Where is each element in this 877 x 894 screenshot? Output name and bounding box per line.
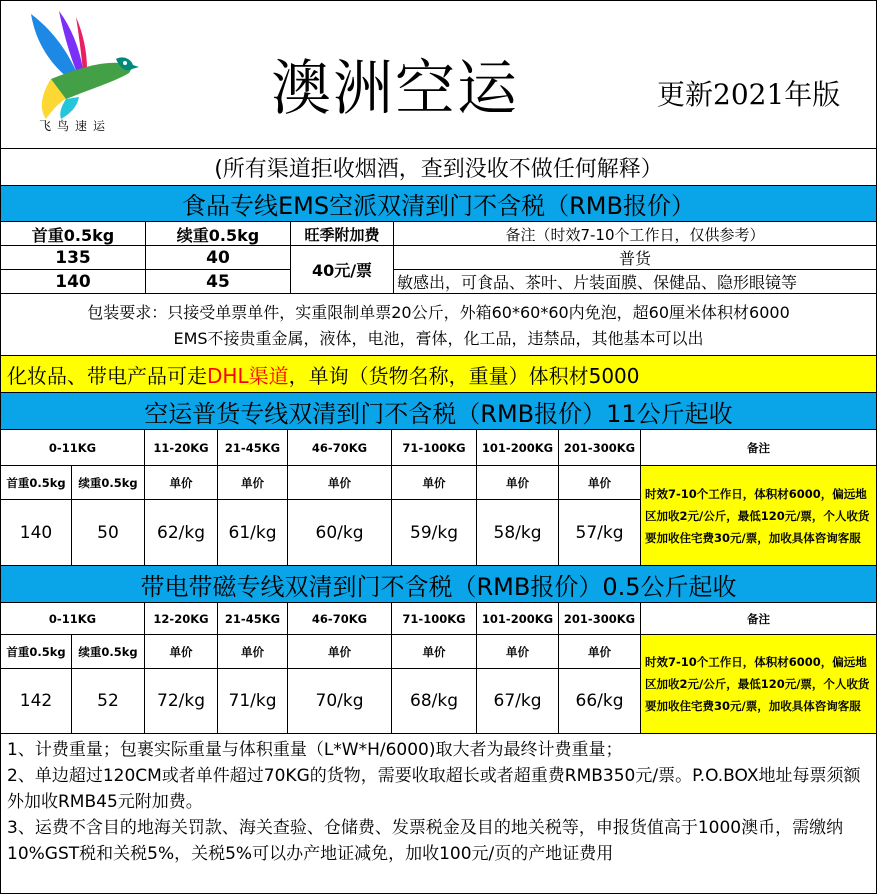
general-sub-0: 首重0.5kg <box>1 466 72 500</box>
ems-price-block <box>1 246 876 294</box>
battery-sub-6: 单价 <box>477 635 559 669</box>
edition-label: 更新2021年版 <box>657 78 841 111</box>
footnote-3: 3、运费不含目的地海关罚款、海关查验、仓储费、发票税金及目的地关税等，申报货值高于1000澳币，需缴纳10%GST税和关税5%，关税5%可以办产地证减免，加收100元/页的产地证费用 <box>7 818 844 864</box>
ems-header-row <box>1 222 876 246</box>
logo-text: 飞鸟速运 <box>39 119 112 133</box>
battery-value-1: 52 <box>72 669 145 734</box>
general-price-table <box>1 430 876 566</box>
battery-sub-1: 续重0.5kg <box>72 635 145 669</box>
general-value-4: 60/kg <box>288 500 392 566</box>
general-range-7: 备注 <box>641 430 876 466</box>
battery-range-1: 12-20KG <box>145 603 218 635</box>
general-sub-4: 单价 <box>288 466 392 500</box>
general-sub-6: 单价 <box>477 466 559 500</box>
general-range-3: 46-70KG <box>288 430 392 466</box>
general-value-5: 59/kg <box>392 500 477 566</box>
ems-first-weight-1: 135 <box>1 246 146 270</box>
general-sub-7: 单价 <box>559 466 641 500</box>
ems-first-weight-2: 140 <box>1 270 146 293</box>
packing-rule-2: EMS不接贵重金属，液体，电池，膏体，化工品，违禁品，其他基本可以出 <box>173 329 704 348</box>
dhl-note-prefix: 化妆品、带电产品可走 <box>7 363 207 388</box>
footnote-2: 2、单边超过120CM或者单件超过70KG的货物，需要收取超长或者超重费RMB350元/票。P.O.BOX地址每票须额外加收RMB45元附加费。 <box>7 766 861 812</box>
battery-sub-0: 首重0.5kg <box>1 635 72 669</box>
dhl-channel-label: DHL渠道 <box>207 363 289 388</box>
battery-sub-2: 单价 <box>145 635 218 669</box>
ems-additional-weight-1: 40 <box>146 246 291 270</box>
battery-value-3: 71/kg <box>218 669 288 734</box>
battery-range-7: 备注 <box>641 603 876 635</box>
ems-surcharge-value: 40元/票 <box>291 246 394 293</box>
ems-header-remark: 备注（时效7-10个工作日，仅供参考） <box>505 225 765 244</box>
general-range-4: 71-100KG <box>392 430 477 466</box>
battery-value-7: 66/kg <box>559 669 641 734</box>
general-section-title: 空运普货专线双清到门不含税（RMB报价）11公斤起收 <box>1 393 876 430</box>
battery-sub-3: 单价 <box>218 635 288 669</box>
general-value-0: 140 <box>1 500 72 566</box>
battery-range-5: 101-200KG <box>477 603 559 635</box>
general-range-0: 0-11KG <box>1 430 145 466</box>
battery-range-4: 71-100KG <box>392 603 477 635</box>
battery-range-6: 201-300KG <box>559 603 641 635</box>
page-title: 澳洲空运 <box>271 54 519 124</box>
ems-header-additional: 续重0.5kg <box>146 222 291 246</box>
battery-range-0: 0-11KG <box>1 603 145 635</box>
battery-value-6: 67/kg <box>477 669 559 734</box>
general-value-7: 57/kg <box>559 500 641 566</box>
footnote-1: 1、计费重量；包裹实际重量与体积重量（L*W*H/6000)取大者为最终计费重量； <box>7 740 623 760</box>
ems-allowed-items: 敏感出，可食品、茶叶、片装面膜、保健品、隐形眼镜等 <box>397 273 798 292</box>
footnotes <box>1 737 876 867</box>
dhl-note <box>1 356 876 393</box>
battery-value-2: 72/kg <box>145 669 218 734</box>
packing-rule-1: 包装要求：只接受单票单件，实重限制单票20公斤，外箱60*60*60内免泡，超60厘米体积材6000 <box>87 303 790 322</box>
battery-value-0: 142 <box>1 669 72 734</box>
battery-range-3: 46-70KG <box>288 603 392 635</box>
general-sub-3: 单价 <box>218 466 288 500</box>
battery-sub-5: 单价 <box>392 635 477 669</box>
general-range-6: 201-300KG <box>559 430 641 466</box>
battery-value-4: 70/kg <box>288 669 392 734</box>
general-remark-note: 时效7-10个工作日，体积材6000，偏远地区加收2元/公斤，最低120元/票，个人收货要加收住宅费30元/票，加收具体咨询客服 <box>641 466 876 566</box>
battery-section-title: 带电带磁专线双清到门不含税（RMB报价）0.5公斤起收 <box>1 566 876 603</box>
dhl-note-suffix: ，单询（货物名称，重量）体积材5000 <box>288 363 640 388</box>
ems-additional-weight-2: 45 <box>146 270 291 293</box>
battery-range-2: 21-45KG <box>218 603 288 635</box>
general-value-2: 62/kg <box>145 500 218 566</box>
notice-banner: (所有渠道拒收烟酒，查到没收不做任何解释） <box>1 149 876 186</box>
general-range-2: 21-45KG <box>218 430 288 466</box>
battery-remark-note: 时效7-10个工作日，体积材6000，偏远地区加收2元/公斤，最低120元/票，个人收货要加收住宅费30元/票，加收具体咨询客服 <box>641 635 876 734</box>
general-value-6: 58/kg <box>477 500 559 566</box>
general-value-3: 61/kg <box>218 500 288 566</box>
header <box>1 1 876 149</box>
battery-value-5: 68/kg <box>392 669 477 734</box>
ems-header-first: 首重0.5kg <box>1 222 146 246</box>
general-value-1: 50 <box>72 500 145 566</box>
general-sub-1: 续重0.5kg <box>72 466 145 500</box>
general-sub-2: 单价 <box>145 466 218 500</box>
ems-packing-rules <box>1 294 876 356</box>
battery-sub-4: 单价 <box>288 635 392 669</box>
ems-section-title: 食品专线EMS空派双清到门不含税（RMB报价） <box>1 186 876 222</box>
ems-cargo-type: 普货 <box>394 246 876 270</box>
battery-sub-7: 单价 <box>559 635 641 669</box>
battery-price-table <box>1 603 876 734</box>
ems-header-surcharge: 旺季附加费 <box>291 222 394 246</box>
general-range-5: 101-200KG <box>477 430 559 466</box>
general-range-1: 11-20KG <box>145 430 218 466</box>
general-sub-5: 单价 <box>392 466 477 500</box>
